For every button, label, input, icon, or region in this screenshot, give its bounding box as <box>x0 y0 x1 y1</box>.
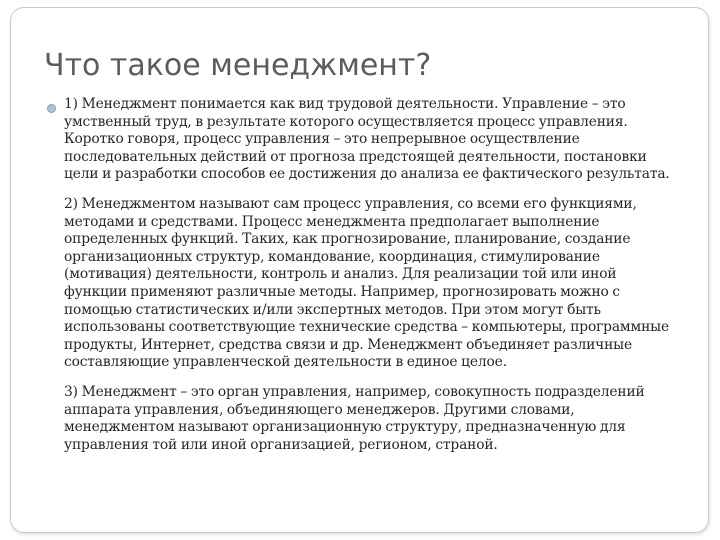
paragraph-3: 3) Менеджмент – это орган управления, например, совокупность подразделений аппарата управления, объединяющего менеджеров. Другими словами, менеджментом называют организационную структуру, предназначенную для управления той или иной организацией, регионом, страной. <box>64 383 645 453</box>
paragraph-2: 2) Менеджментом называют сам процесс управления, со всеми его функциями, методами и средствами. Процесс менеджмента предполагает выполнение определенных функций. Таких, как прогнозирование, планирование, создание организационных структур, командование, координация, стимулирование (мотивация) деятельности, контроль и анализ. Для реализации той или иной функции применяют различные методы. Например, прогнозировать можно с помощью статистических и/или экспертных методов. При этом могут быть использованы соответствующие технические средства – компьютеры, программные продукты, Интернет, средства связи и др. Менеджмент объединяет различные составляющие управленческой деятельности в единое целое. <box>64 195 669 371</box>
slide-body <box>64 96 680 454</box>
slide-title: Что такое менеджмент? <box>44 48 432 83</box>
bullet-dot-icon <box>47 104 56 113</box>
paragraph-1: 1) Менеджмент понимается как вид трудовой деятельности. Управление – это умственный труд, в результате которого осуществляется процесс управления. Коротко говоря, процесс управления – это непрерывное осуществление последовательных действий от прогноза предстоящей деятельности, постановки цели и разработки способов ее достижения до анализа ее фактического результата. <box>64 96 670 183</box>
